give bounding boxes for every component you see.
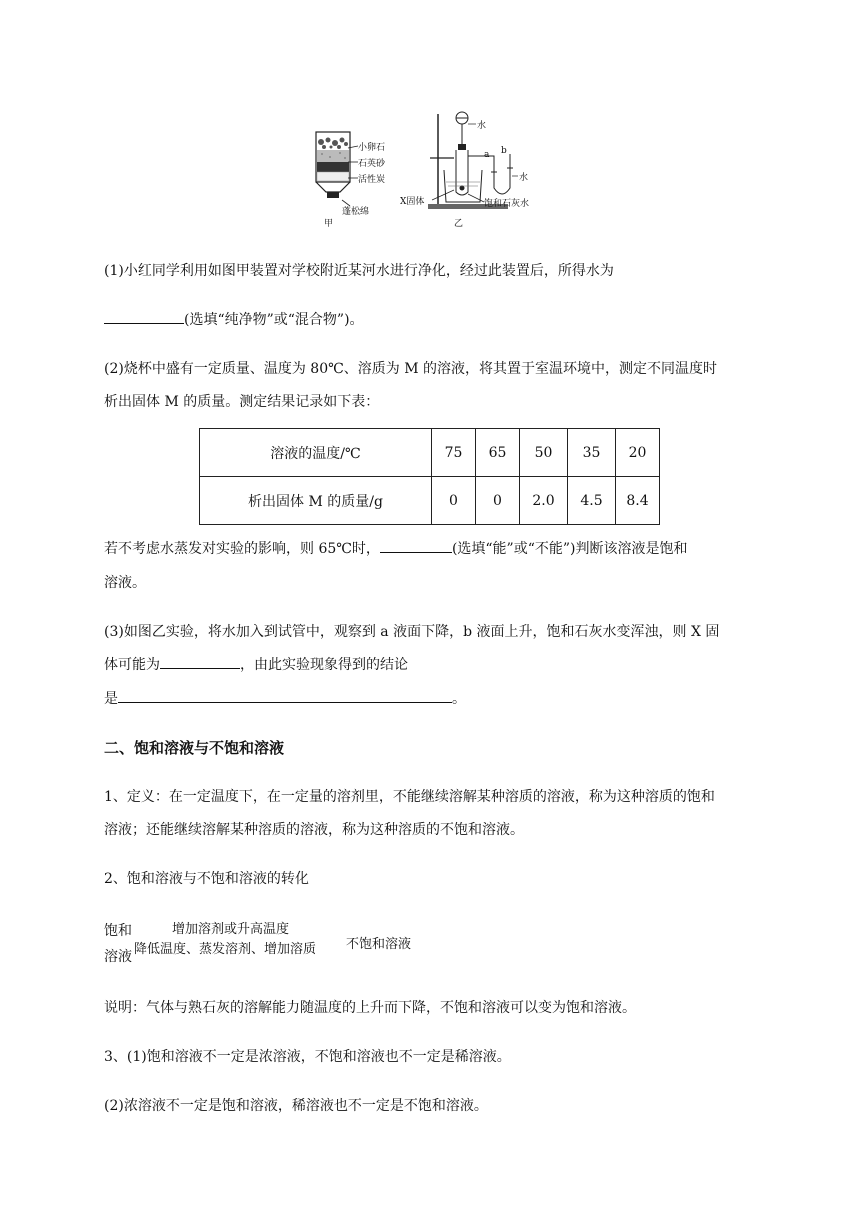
definition-line1: 1、定义：在一定温度下，在一定量的溶剂里，不能继续溶解某种溶质的溶液，称为这种溶质的饱和 bbox=[104, 789, 715, 805]
q1-line1: (1)小红同学利用如图甲装置对学校附近某河水进行净化，经过此装置后，所得水为 bbox=[104, 263, 614, 279]
q3-line2-before: 体可能为 bbox=[104, 657, 160, 673]
q3-line1: (3)如图乙实验，将水加入到试管中，观察到 a 液面下降，b 液面上升，饱和石灰水变浑浊，则 X 固 bbox=[104, 624, 720, 640]
q3-solid-blank[interactable] bbox=[160, 654, 240, 669]
table-cell: 8.4 bbox=[616, 477, 660, 525]
q3-line3 bbox=[104, 688, 466, 708]
label-b: b bbox=[501, 146, 507, 156]
point3-line1: 3、(1)饱和溶液不一定是浓溶液，不饱和溶液也不一定是稀溶液。 bbox=[104, 1049, 511, 1065]
caption-jia: 甲 bbox=[324, 219, 334, 229]
table-header-mass: 析出固体 M 的质量/g bbox=[200, 477, 432, 525]
conv-left-bottom: 溶液 bbox=[104, 949, 132, 965]
table-row bbox=[200, 429, 660, 477]
conv-right: 不饱和溶液 bbox=[346, 937, 412, 952]
figure-yi bbox=[398, 106, 558, 230]
definition-line2: 溶液；还能继续溶解某种溶质的溶液，称为这种溶质的不饱和溶液。 bbox=[104, 822, 524, 838]
table-cell: 0 bbox=[432, 477, 476, 525]
q1-hint: (选填“纯净物”或“混合物”)。 bbox=[184, 312, 364, 328]
q2-line3-before: 若不考虑水蒸发对实验的影响，则 65℃时， bbox=[104, 541, 380, 557]
table-header-temperature: 溶液的温度/℃ bbox=[200, 429, 432, 477]
q2-line2: 析出固体 M 的质量。测定结果记录如下表： bbox=[104, 394, 380, 410]
q2-data-table bbox=[199, 428, 660, 525]
label-a: a bbox=[484, 150, 490, 160]
q3-conclusion-blank[interactable] bbox=[118, 688, 452, 703]
section-title: 二、饱和溶液与不饱和溶液 bbox=[104, 739, 285, 757]
conv-left-top: 饱和 bbox=[104, 923, 132, 939]
note-line: 说明：气体与熟石灰的溶解能力随温度的上升而下降，不饱和溶液可以变为饱和溶液。 bbox=[104, 1000, 636, 1016]
conv-upper-condition: 增加溶剂或升高温度 bbox=[172, 922, 290, 937]
table-cell: 4.5 bbox=[568, 477, 616, 525]
q2-answer-blank[interactable] bbox=[380, 538, 452, 553]
point3-line2: (2)浓溶液不一定是饱和溶液，稀溶液也不一定是不饱和溶液。 bbox=[104, 1098, 488, 1114]
q3-line2 bbox=[104, 654, 408, 674]
table-row bbox=[200, 477, 660, 525]
q2-line3 bbox=[104, 538, 688, 558]
label-pebbles: 小卵石 bbox=[358, 143, 386, 153]
table-cell: 75 bbox=[432, 429, 476, 477]
q2-line1: (2)烧杯中盛有一定质量、温度为 80℃、溶质为 M 的溶液，将其置于室温环境中，测定不同温度时 bbox=[104, 361, 717, 377]
label-water-right: 水 bbox=[519, 173, 529, 183]
figure-jia bbox=[300, 120, 390, 230]
label-limewater: 饱和石灰水 bbox=[484, 199, 530, 209]
q1-line2 bbox=[104, 309, 364, 329]
q1-answer-blank[interactable] bbox=[104, 309, 184, 324]
q2-line4: 溶液。 bbox=[104, 575, 146, 591]
caption-yi: 乙 bbox=[454, 219, 464, 229]
label-activated-carbon: 活性炭 bbox=[358, 175, 386, 185]
table-cell: 0 bbox=[476, 477, 520, 525]
table-cell: 2.0 bbox=[520, 477, 568, 525]
table-cell: 20 bbox=[616, 429, 660, 477]
q3-line3-after: 。 bbox=[452, 691, 466, 707]
q2-line3-after: (选填“能”或“不能”)判断该溶液是饱和 bbox=[451, 541, 688, 557]
table-cell: 35 bbox=[568, 429, 616, 477]
label-water-top: 水 bbox=[477, 121, 487, 131]
label-quartz-sand: 石英砂 bbox=[358, 159, 386, 169]
conversion-title: 2、饱和溶液与不饱和溶液的转化 bbox=[104, 871, 309, 887]
label-cotton: 蓬松绵 bbox=[342, 207, 370, 217]
q3-line2-after: ，由此实验现象得到的结论 bbox=[240, 657, 408, 673]
q3-line3-before: 是 bbox=[104, 691, 118, 707]
conv-lower-condition: 降低温度、蒸发溶剂、增加溶质 bbox=[134, 942, 317, 957]
label-x-solid: X固体 bbox=[400, 197, 425, 207]
table-cell: 65 bbox=[476, 429, 520, 477]
table-cell: 50 bbox=[520, 429, 568, 477]
